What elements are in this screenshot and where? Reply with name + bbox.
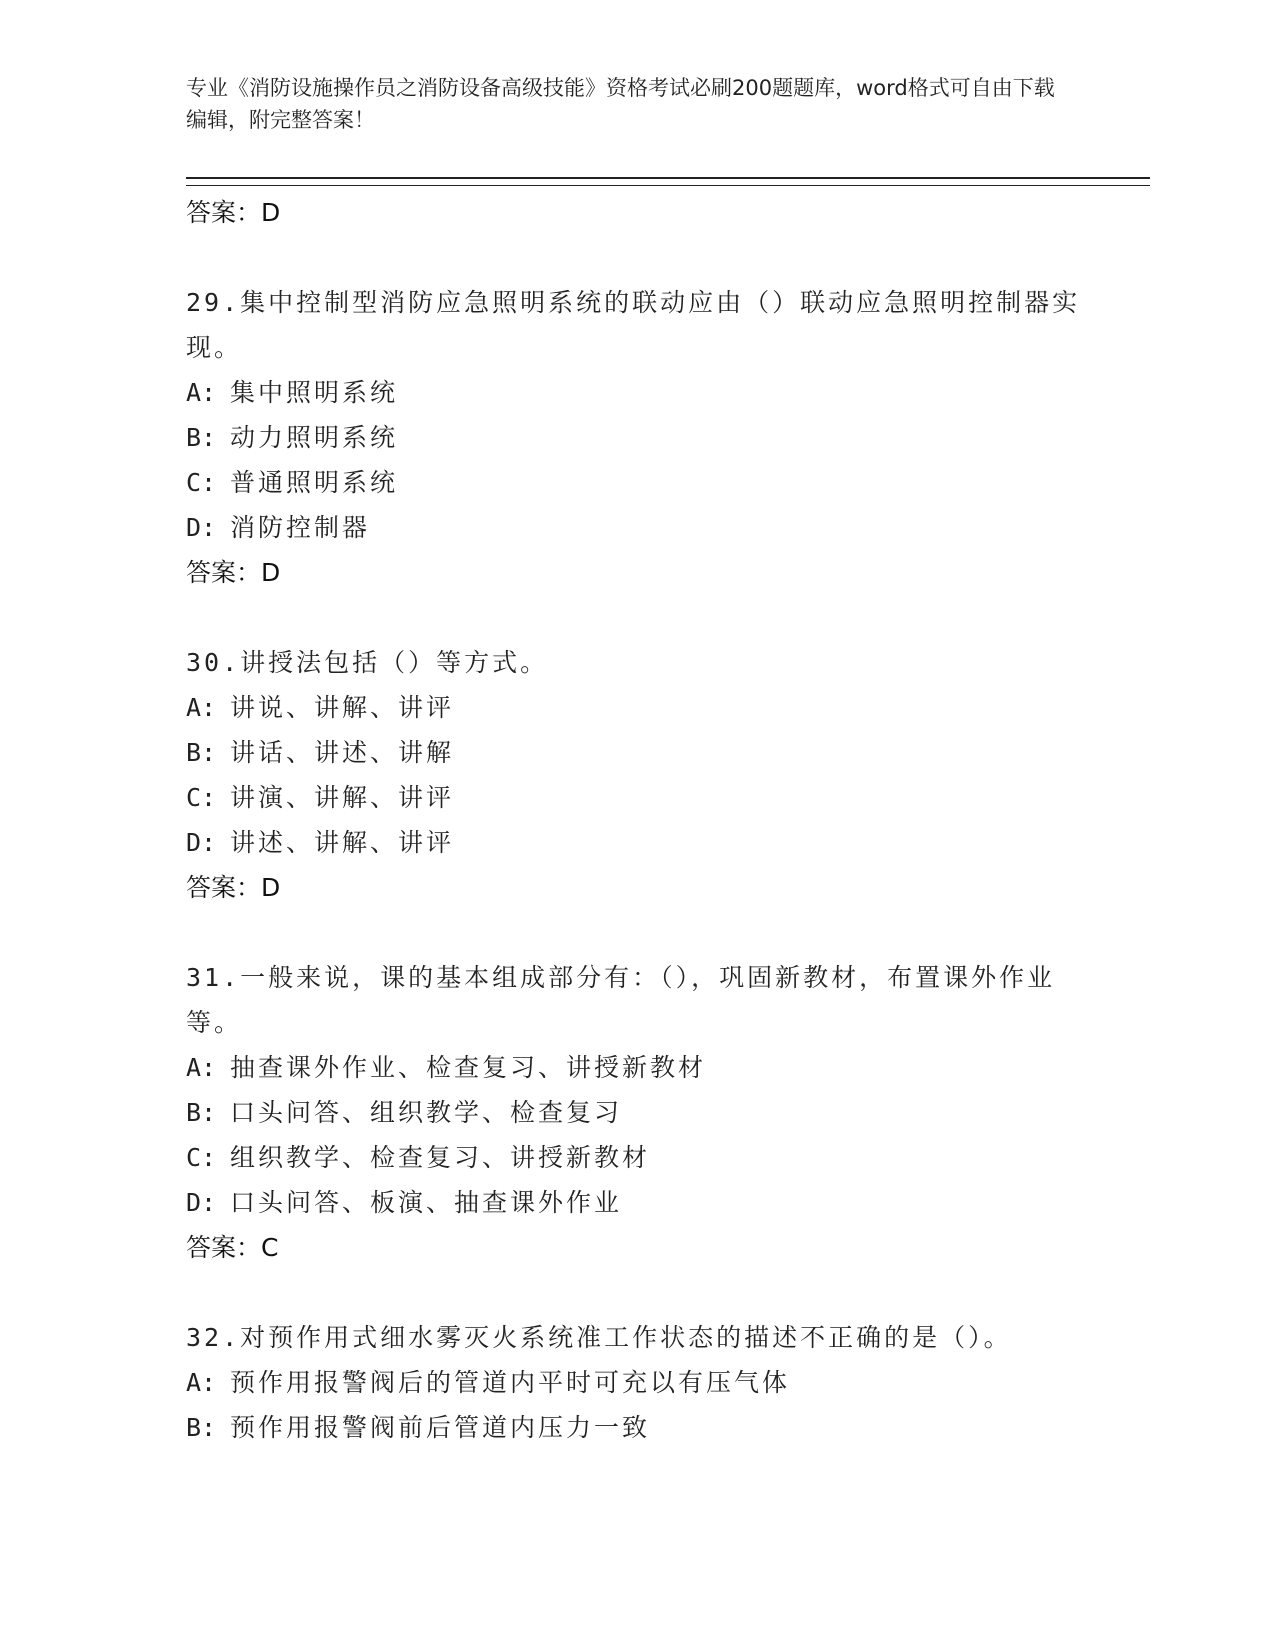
page-header-text: 专业《消防设施操作员之消防设备高级技能》资格考试必刷200题题库，word格式可自由下载编辑，附完整答案！ [186,76,1055,132]
option-b [186,1090,1086,1135]
option-text: 组织教学、检查复习、讲授新教材 [230,1143,651,1172]
option-a [186,370,1086,415]
spacer [186,910,1086,955]
question-list [186,190,1086,1450]
option-text: 动力照明系统 [230,423,399,452]
option-text: 消防控制器 [230,513,371,542]
option-key: A: [186,1053,217,1082]
option-b [186,1405,1086,1450]
option-key: C: [186,783,217,812]
option-key: B: [186,738,217,767]
question-block [186,640,1086,910]
option-key: D: [186,513,217,542]
answer-line: 答案：C [186,1233,279,1262]
option-text: 讲演、讲解、讲评 [230,783,455,812]
option-key: B: [186,1098,217,1127]
option-text: 抽查课外作业、检查复习、讲授新教材 [230,1053,707,1082]
option-text: 普通照明系统 [230,468,399,497]
question-stem: 31.一般来说，课的基本组成部分有：（），巩固新教材，布置课外作业等。 [186,963,1056,1037]
option-key: D: [186,828,217,857]
answer-line: 答案：D [186,558,281,587]
option-text: 预作用报警阀前后管道内压力一致 [230,1413,651,1442]
option-a [186,1360,1086,1405]
option-text: 口头问答、板演、抽查课外作业 [230,1188,623,1217]
question-block [186,1315,1086,1450]
option-text: 预作用报警阀后的管道内平时可充以有压气体 [230,1368,791,1397]
option-key: B: [186,423,217,452]
option-c [186,460,1086,505]
option-text: 讲述、讲解、讲评 [230,828,455,857]
header-divider [186,177,1150,186]
option-key: A: [186,378,217,407]
option-d [186,505,1086,550]
question-block [186,955,1086,1270]
option-b [186,415,1086,460]
question-stem: 32.对预作用式细水雾灭火系统准工作状态的描述不正确的是（）。 [186,1323,1012,1352]
option-d [186,820,1086,865]
option-key: D: [186,1188,217,1217]
question-stem: 30.讲授法包括（）等方式。 [186,648,549,677]
option-text: 讲说、讲解、讲评 [230,693,455,722]
answer-line: 答案：D [186,198,281,227]
option-c [186,1135,1086,1180]
option-text: 口头问答、组织教学、检查复习 [230,1098,623,1127]
option-c [186,775,1086,820]
question-block [186,280,1086,595]
option-key: A: [186,1368,217,1397]
option-a [186,685,1086,730]
option-text: 集中照明系统 [230,378,399,407]
spacer [186,1270,1086,1315]
option-key: B: [186,1413,217,1442]
option-a [186,1045,1086,1090]
option-key: C: [186,1143,217,1172]
question-stem: 29.集中控制型消防应急照明系统的联动应由（）联动应急照明控制器实现。 [186,288,1081,362]
spacer [186,235,1086,280]
option-text: 讲话、讲述、讲解 [230,738,455,767]
answer-line: 答案：D [186,873,281,902]
option-key: A: [186,693,217,722]
option-d [186,1180,1086,1225]
spacer [186,595,1086,640]
option-b [186,730,1086,775]
option-key: C: [186,468,217,497]
